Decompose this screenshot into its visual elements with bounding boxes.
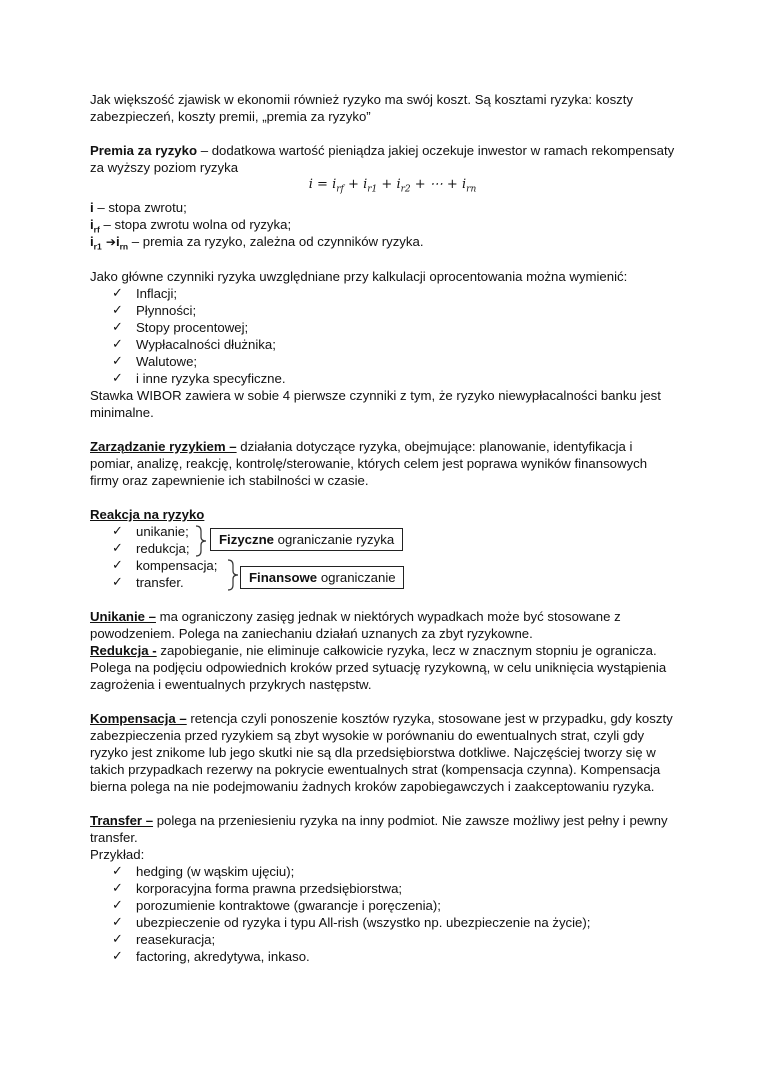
kompensacja-paragraph [90, 710, 675, 795]
formula-sub: r1 [367, 184, 378, 195]
transfer-text: polega na przeniesieniu ryzyka na inny podmiot. Nie zawsze możliwy jest pełny i pewny transfer. [90, 812, 668, 845]
list-item-text: korporacyjna forma prawna przedsiębiorstwa; [136, 880, 403, 896]
zarzadzanie-text: działania dotyczące ryzyka, obejmujące: planowanie, identyfikacja i pomiar, analizę, reakcję, kontrolę/sterowanie, których celem jest poprawa wyników finansowych firmy oraz zapewnienie ich stabilności w czasie. [90, 438, 648, 488]
transfer-list [90, 863, 675, 965]
checkmark-icon: ✓ [112, 931, 123, 947]
checkmark-icon: ✓ [112, 353, 123, 369]
redukcja-term: Redukcja - [90, 642, 157, 658]
formula-term: i [396, 177, 401, 192]
zarzadzanie-term: Zarządzanie ryzykiem – [90, 438, 237, 454]
list-item [90, 897, 675, 914]
checkmark-icon: ✓ [112, 880, 123, 896]
list-item [90, 336, 675, 353]
checkmark-icon: ✓ [112, 914, 123, 930]
checkmark-icon: ✓ [112, 574, 123, 590]
definition-i [90, 199, 675, 216]
czynniki-list [90, 285, 675, 387]
list-item [90, 931, 675, 948]
brace-icon [226, 559, 240, 591]
formula-term: i [461, 177, 467, 192]
formula-sub: rn [466, 184, 477, 195]
fizyczne-box-bold: Fizyczne [219, 531, 274, 547]
redukcja-text: zapobieganie, nie eliminuje całkowicie ryzyka, lecz w znacznym stopniu je ogranicza. Polega na podjęciu odpowiednich kroków przed sytuację ryzykowną, w celu uniknięcia wystąpienia zagrożenia i ewentualnych przykrych następstw. [90, 642, 667, 692]
example-label: Przykład: [90, 846, 145, 862]
checkmark-icon: ✓ [112, 523, 123, 539]
risk-premium-formula [90, 176, 675, 199]
list-item [90, 319, 675, 336]
list-item [90, 370, 675, 387]
premia-paragraph [90, 142, 675, 176]
list-item [90, 302, 675, 319]
checkmark-icon: ✓ [112, 370, 123, 386]
reakcja-heading-text: Reakcja na ryzyko [90, 506, 205, 522]
checkmark-icon: ✓ [112, 897, 123, 913]
list-item [90, 948, 675, 965]
checkmark-icon: ✓ [112, 948, 123, 964]
list-item-text: kompensacja; [136, 557, 218, 573]
checkmark-icon: ✓ [112, 319, 123, 335]
def-i-text: – stopa zwrotu; [93, 199, 187, 215]
brace-icon [194, 525, 208, 557]
def-ir-text: – premia za ryzyko, zależna od czynników ryzyka. [128, 233, 424, 249]
fizyczne-box [210, 528, 403, 551]
list-item [90, 285, 675, 302]
checkmark-icon: ✓ [112, 557, 123, 573]
unikanie-text: ma ograniczony zasięg jednak w niektórych wypadkach może być stosowane z powodzeniem. Polega na zaniechaniu działań uznanych za zbyt ryzykowne. [90, 608, 621, 641]
formula-dots: + ⋯ + [410, 177, 462, 192]
list-item-text: hedging (w wąskim ujęciu); [136, 863, 295, 879]
formula-plus: + [377, 177, 397, 192]
reakcja-block [90, 523, 675, 608]
czynniki-lead: Jako główne czynniki ryzyka uwzględniane przy kalkulacji oprocentowania można wymienić: [90, 268, 628, 284]
transfer-term: Transfer – [90, 812, 154, 828]
def-ir1-term: i [90, 233, 94, 249]
list-item-text: transfer. [136, 574, 184, 590]
finansowe-box-text: ograniczanie [317, 569, 396, 585]
list-item-text: i inne ryzyka specyficzne. [136, 370, 286, 386]
list-item-text: Wypłacalności dłużnika; [136, 336, 276, 352]
list-item-text: Płynności; [136, 302, 197, 318]
checkmark-icon: ✓ [112, 285, 123, 301]
kompensacja-text: retencja czyli ponoszenie kosztów ryzyka, stosowane jest w przypadku, gdy koszty zabezpieczenia przed ryzykiem są zbyt wysokie w porównaniu do ewentualnych strat, czyli gdy ryzyko jest znikome lub jego skutki nie są dla przedsiębiorstwa dotkliwe. Najczęściej tworzy się w takich przypadkach rezerwy na pokrycie ewentualnych strat (kompensacja czynna). Kompensacja bierna polega na nie podejmowaniu żadnych kroków zapobiegawczych i zaakceptowaniu ryzyka. [90, 710, 673, 794]
list-item [90, 863, 675, 880]
wibor-note: Stawka WIBOR zawiera w sobie 4 pierwsze czynniki z tym, że ryzyko niewypłacalności banku jest minimalne. [90, 387, 661, 420]
intro-paragraph: Jak większość zjawisk w ekonomii również ryzyko ma swój koszt. Są kosztami ryzyka: koszty zabezpieczeń, koszty premii, „premia za ryzyko” [90, 92, 634, 124]
def-i-term: i [90, 199, 94, 215]
document-content [90, 91, 675, 965]
list-item-text: Stopy procentowej; [136, 319, 249, 335]
list-item-text: redukcja; [136, 540, 190, 556]
def-irm-sub: rn [119, 241, 129, 252]
def-irf-text: – stopa zwrotu wolna od ryzyka; [99, 216, 292, 232]
formula-plus: + [343, 177, 364, 192]
transfer-paragraph [90, 812, 675, 846]
formula-lhs: i = [308, 177, 333, 192]
definition-ir [90, 233, 675, 251]
list-item-text: unikanie; [136, 523, 189, 539]
finansowe-box [240, 566, 404, 589]
list-item [90, 914, 675, 931]
redukcja-paragraph [90, 642, 675, 693]
formula-term: i [332, 177, 337, 192]
list-item-text: ubezpieczenie od ryzyka i typu All-rish (wszystko np. ubezpieczenie na życie); [136, 914, 591, 930]
checkmark-icon: ✓ [112, 863, 123, 879]
unikanie-paragraph [90, 608, 675, 642]
checkmark-icon: ✓ [112, 302, 123, 318]
list-item-text: Inflacji; [136, 285, 178, 301]
premia-definition: – dodatkowa wartość pieniądza jakiej oczekuje inwestor w ramach rekompensaty za wyższy poziom ryzyka [90, 143, 675, 175]
formula-sub: rf [336, 184, 344, 195]
def-irf-term: i [90, 216, 94, 232]
list-item-text: Walutowe; [136, 353, 198, 369]
kompensacja-term: Kompensacja – [90, 710, 187, 726]
list-item-text: reasekuracja; [136, 931, 216, 947]
finansowe-box-bold: Finansowe [249, 569, 318, 585]
zarzadzanie-paragraph [90, 438, 675, 489]
list-item-text: factoring, akredytywa, inkaso. [136, 948, 310, 964]
arrow-icon: ➔ [101, 234, 116, 249]
def-irm-term: i [115, 233, 120, 249]
definition-irf [90, 216, 675, 233]
unikanie-term: Unikanie – [90, 608, 156, 624]
checkmark-icon: ✓ [112, 540, 123, 556]
list-item [90, 353, 675, 370]
list-item-text: porozumienie kontraktowe (gwarancje i poręczenia); [136, 897, 441, 913]
list-item [90, 880, 675, 897]
formula-term: i [363, 177, 368, 192]
fizyczne-box-text: ograniczanie ryzyka [273, 531, 395, 547]
def-ir1-sub: r1 [93, 241, 102, 252]
formula-sub: r2 [400, 184, 411, 195]
reakcja-heading [90, 506, 675, 523]
checkmark-icon: ✓ [112, 336, 123, 352]
def-irf-sub: rf [93, 224, 100, 235]
premia-term: Premia za ryzyko [90, 143, 198, 158]
